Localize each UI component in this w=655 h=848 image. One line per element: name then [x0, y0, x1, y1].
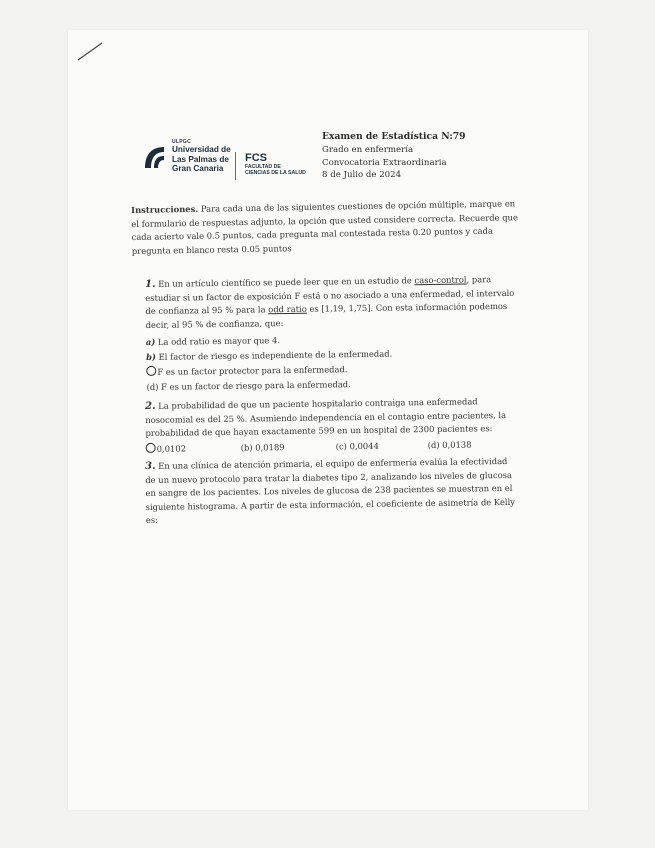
question-3-number: 3. [145, 460, 156, 472]
exam-degree: Grado en enfermería [322, 144, 414, 155]
pen-stroke-mark [76, 40, 106, 62]
logo-divider [235, 152, 236, 180]
q2-option-b[interactable] [241, 440, 336, 455]
question-2 [145, 395, 518, 456]
q1-option-b-mark: b) [146, 351, 156, 362]
question-1-underline-1: caso-control [414, 274, 467, 286]
q2-option-d-mark: (d) [427, 439, 440, 450]
q1-option-c-text: F es un factor protector para la enfermedad. [157, 364, 348, 377]
fcs-acronym: FCS [245, 152, 267, 164]
fcs-line-2: CIENCIAS DE LA SALUD [245, 170, 306, 177]
q1-option-b-text: El factor de riesgo es independiente de la enfermedad. [158, 348, 393, 362]
q2-option-a-text: 0,0102 [156, 442, 187, 454]
fcs-line-1: FACULTAD DE [245, 164, 281, 170]
q2-option-d[interactable] [428, 438, 472, 452]
instructions [131, 197, 522, 258]
question-1-text-a: En un artículo científico se puede leer que en un estudio de [158, 275, 415, 289]
ulpgc-line-3: Gran Canaria [172, 164, 224, 173]
q2-option-c[interactable] [336, 439, 428, 454]
q2-option-d-text: 0,0138 [442, 438, 472, 450]
fcs-logo [245, 152, 306, 176]
ulpgc-logo-text [172, 139, 231, 174]
q2-option-c-text: 0,0044 [349, 440, 379, 451]
instructions-label: Instrucciones. [131, 203, 199, 215]
ulpgc-line-1: Universidad de [172, 145, 231, 154]
question-1-text-c: es [1,19, 1,75]. Con esta información podemos decir, al 95 % de confianza, que: [145, 300, 508, 330]
q1-option-a-mark: a) [145, 336, 156, 347]
question-1 [145, 273, 519, 395]
q1-option-a-text: La odd ratio es mayor que 4. [157, 335, 281, 347]
exam-title: Examen de Estadística N:79 [322, 131, 466, 142]
exam-header [322, 131, 466, 182]
question-2-text: La probabilidad de que un paciente hospitalario contraiga una enfermedad nosocomial es del 25 %. Asumiendo independencia en el contagio entre pacientes, la probabilidad de que hayan exactamente 599 en un hospital de 2300 pacientes es: [145, 396, 507, 438]
ulpgc-logo-icon [142, 144, 168, 170]
question-1-number: 1. [145, 278, 156, 290]
exam-date: 8 de Julio de 2024 [322, 170, 402, 181]
q2-option-b-mark: (b) [240, 442, 253, 453]
q2-option-b-text: 0,0189 [255, 441, 285, 452]
q1-option-c-circle-mark [146, 366, 156, 376]
ulpgc-acronym: ULPGC [172, 139, 191, 145]
instructions-text: Para cada una de las siguientes cuestiones de opción múltiple, marque en el formulario de respuestas adjunto, la opción que usted considere correcta. Recuerde que cada acierto vale 0.5 puntos, cada pregunta mal contestada resta 0.20 puntos y cada pregunta en blanco resta 0.05 puntos [131, 198, 518, 256]
question-3-text: En una clínica de atención primaria, el equipo de enfermería evalúa la efectividad de un nuevo protocolo para tratar la diabetes tipo 2, analizando los niveles de glucosa en sangre de los pacientes. Los niveles de glucosa de 238 pacientes se muestran en el siguiente histograma. A partir de esta información, el coeficiente de asimetría de Kelly es: [145, 455, 516, 525]
q1-option-d-text: F es un factor de riesgo para la enfermedad. [161, 379, 351, 392]
q1-option-d-mark: (d) [146, 381, 159, 392]
question-3 [145, 455, 518, 528]
question-2-number: 2. [145, 400, 156, 412]
question-1-underline-2: odd ratio [268, 303, 307, 315]
q2-option-a-circle-mark [146, 442, 156, 452]
q2-option-c-mark: (c) [335, 440, 347, 451]
q2-option-a[interactable] [146, 441, 241, 456]
exam-session: Convocatoria Extraordinaria [322, 157, 447, 168]
question-1-text-b: , para estudiar si un factor de exposición F está o no asociado a una enfermedad, el intervalo de confianza al 95 % para la [145, 274, 515, 316]
ulpgc-line-2: Las Palmas de [172, 154, 229, 164]
